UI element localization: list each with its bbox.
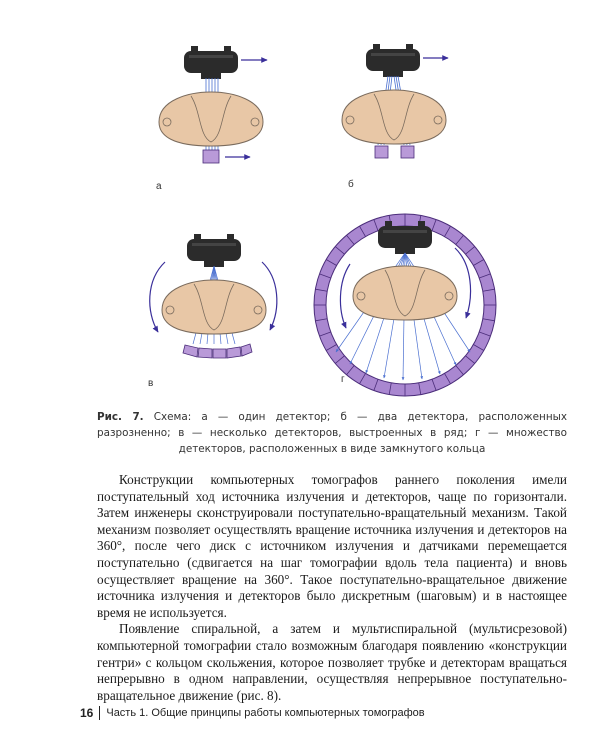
detector-icon: [401, 146, 414, 158]
detector-icon: [375, 146, 388, 158]
rotation-arrow-icon: [340, 264, 350, 328]
paragraph: Появление спиральной, а затем и мультиспиральной (мультисрезовой) компьютерной томографии стало возможным благодаря появлению «конструкции гентри» с кольцом скольжения, которое позволяет трубке и детекторам вращаться непрерывно в одном направлении, осуществляя непрерывное поступательно-вращательное движение (рис. 8).: [97, 621, 567, 703]
caption-text: Схема: а — один детектор; б — два детектора, расположенных разрозненно; в — несколько детекторов, выстроенных в ряд; г — множество детекторов, расположенных в виде замкнутого кольца: [97, 411, 567, 455]
paragraph: Конструкции компьютерных томографов раннего поколения имели поступательный ход источника излучения и детекторов, чаще по горизонтали. Затем инженеры сконструировали поступательно-вращательный механизм. Такой механизм позволяет осуществлять вращение источника излучения и детекторов на 360°, после чего диск с источником излучения и датчиками перемещается поступательно (сдвигается на шаг томографии вдоль тела пациента) и вновь осуществляет вращение на 360°. Такое поступательно-вращательное движение источника излучения и детекторов было дискретным (шаговым) и в настоящее время не используется.: [97, 472, 567, 620]
page-footer: [80, 705, 425, 721]
x-ray-tube-icon: [366, 44, 420, 77]
caption-prefix: Рис. 7.: [97, 411, 144, 423]
panel-c: [148, 234, 277, 389]
head-cross-section-icon: [159, 92, 263, 146]
figure-caption: [97, 409, 567, 457]
x-ray-tube-icon: [184, 46, 238, 79]
running-title: Часть 1. Общие принципы работы компьютерных томографов: [106, 707, 425, 719]
panel-label-d: г: [341, 374, 345, 385]
rotation-arrow-icon: [455, 248, 471, 318]
page-number: 16: [80, 706, 100, 720]
rotation-arrow-icon: [150, 262, 165, 332]
x-ray-tube-icon: [187, 234, 241, 267]
head-cross-section-icon: [162, 280, 266, 334]
panel-b: [342, 44, 448, 190]
panel-label-c: в: [148, 378, 154, 389]
panel-label-b: б: [348, 179, 354, 190]
panel-d: [314, 214, 496, 396]
panel-label-a: а: [156, 181, 162, 192]
panel-a: [156, 46, 267, 192]
detector-icon: [203, 150, 219, 163]
rotation-arrow-icon: [262, 262, 277, 330]
head-cross-section-icon: [353, 266, 457, 320]
body-text: [97, 472, 567, 704]
detector-row: [183, 344, 252, 358]
head-cross-section-icon: [342, 90, 446, 144]
